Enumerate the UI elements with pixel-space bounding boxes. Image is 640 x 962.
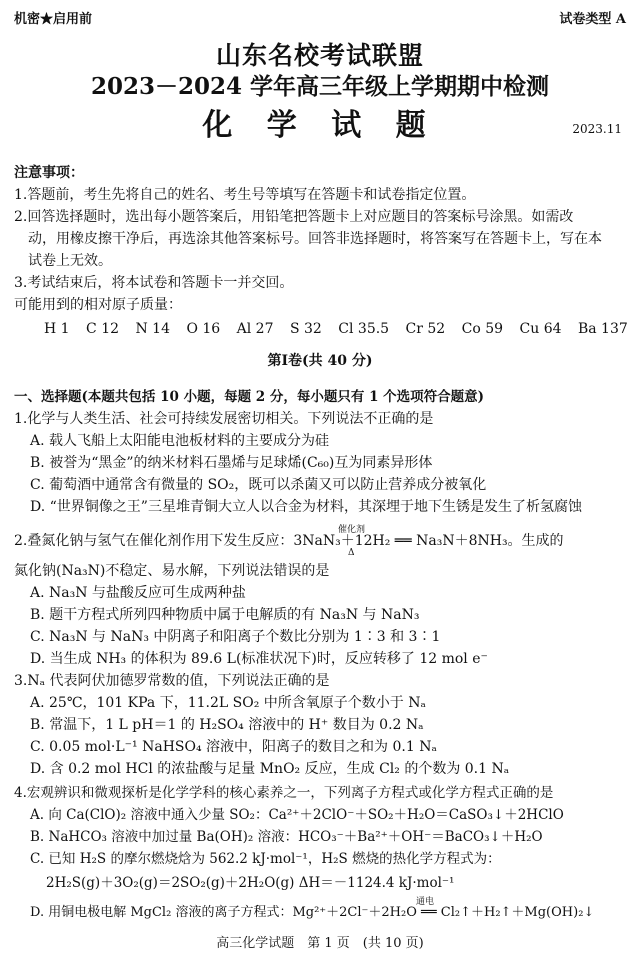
- question-option: C. Na₃N 与 NaN₃ 中阴离子和阳离子个数比分别为 1∶3 和 3∶1: [30, 629, 441, 645]
- question-option: C. 葡萄酒中通常含有微量的 SO₂，既可以杀菌又可以防止营养成分被氧化: [30, 477, 487, 493]
- question-option: B. 常温下，1 L pH＝1 的 H₂SO₄ 溶液中的 H⁺ 数目为 0.2 Nₐ: [30, 717, 424, 733]
- atomic-mass: Co 59: [461, 321, 504, 337]
- paper-type-label: 试卷类型 A: [559, 12, 626, 27]
- org-title: 山东名校考试联盟: [215, 41, 424, 70]
- atomic-mass-list: [44, 318, 640, 340]
- atomic-mass: Cu 64: [519, 321, 562, 337]
- question-stem: 2.叠氮化钠与氢气在催化剂作用下发生反应：3NaN₃＋12H₂ ══ Na₃N＋8NH₃。生成的: [14, 533, 564, 549]
- question-option: 2H₂S(g)＋3O₂(g)＝2SO₂(g)＋2H₂O(g) ΔH＝－1124.4 kJ·mol⁻¹: [46, 875, 455, 891]
- section-title: 第Ⅰ卷(共 40 分): [267, 353, 373, 369]
- question-option: C. 已知 H₂S 的摩尔燃烧焓为 562.2 kJ·mol⁻¹，H₂S 燃烧的热化学方程式为：: [30, 851, 501, 867]
- question-option: A. 向 Ca(ClO)₂ 溶液中通入少量 SO₂：Ca²⁺＋2ClO⁻＋SO₂＋H₂O＝CaSO₃↓＋2HClO: [30, 807, 564, 823]
- question-option: A. 载人飞船上太阳能电池板材料的主要成分为硅: [30, 433, 330, 449]
- note-item: 试卷上无效。: [28, 253, 112, 269]
- atomic-mass: O 16: [186, 321, 221, 337]
- question-stem: 氮化钠(Na₃N)不稳定、易水解，下列说法错误的是: [14, 563, 330, 579]
- atomic-mass: N 14: [135, 321, 170, 337]
- atomic-mass: Ba 137: [577, 321, 628, 337]
- question-stem: 1.化学与人类生活、社会可持续发展密切相关。下列说法不正确的是: [14, 411, 434, 427]
- exam-date: 2023.11: [572, 122, 622, 136]
- note-item: 2.回答选择题时，选出每小题答案后，用铅笔把答题卡上对应题目的答案标号涂黑。如需改: [14, 209, 574, 225]
- atomic-mass: Cr 52: [405, 321, 446, 337]
- reaction-condition: 催化剂: [338, 525, 366, 535]
- question-option: D. 含 0.2 mol HCl 的浓盐酸与足量 MnO₂ 反应，生成 Cl₂ 的个数为 0.1 Nₐ: [30, 761, 510, 777]
- atomic-mass: C 12: [86, 321, 120, 337]
- question-stem: 3.Nₐ 代表阿伏加德罗常数的值，下列说法正确的是: [14, 673, 330, 689]
- notes-title: 注意事项：: [14, 165, 84, 181]
- question-option: C. 0.05 mol·L⁻¹ NaHSO₄ 溶液中，阳离子的数目之和为 0.1 Nₐ: [30, 739, 437, 755]
- reaction-condition: 通电: [416, 897, 435, 907]
- question-option: A. 25℃，101 KPa 下，11.2L SO₂ 中所含氧原子个数小于 Nₐ: [30, 695, 426, 711]
- question-option: B. 题干方程式所列四种物质中属于电解质的有 Na₃N 与 NaN₃: [30, 607, 420, 623]
- note-item: 动，用橡皮擦干净后，再选涂其他答案标号。回答非选择题时，将答案写在答题卡上，写在本: [28, 231, 602, 247]
- atomic-mass: Cl 35.5: [338, 321, 390, 337]
- question-option: A. Na₃N 与盐酸反应可生成两种盐: [30, 585, 246, 601]
- question-option: B. 被誉为“黑金”的纳米材料石墨烯与足球烯(C₆₀)互为同素异形体: [30, 455, 433, 471]
- reaction-condition: Δ: [348, 548, 355, 558]
- note-item: 1.答题前，考生先将自己的姓名、考生号等填写在答题卡和试卷指定位置。: [14, 187, 476, 203]
- question-option: B. NaHCO₃ 溶液中加过量 Ba(OH)₂ 溶液：HCO₃⁻＋Ba²⁺＋OH⁻＝BaCO₃↓＋H₂O: [30, 829, 543, 845]
- note-item: 3.考试结束后，将本试卷和答题卡一并交回。: [14, 275, 294, 291]
- question-stem: 4.宏观辨识和微观探析是化学学科的核心素养之一，下列离子方程式或化学方程式正确的是: [14, 785, 554, 801]
- subject-title: 化 学 试 题: [202, 108, 438, 143]
- page-footer: 高三化学试题 第 1 页 (共 10 页): [216, 936, 424, 951]
- atomic-mass: S 32: [289, 321, 322, 337]
- question-option: D. 用铜电极电解 MgCl₂ 溶液的离子方程式：Mg²⁺＋2Cl⁻＋2H₂O ══ Cl₂↑＋H₂↑＋Mg(OH)₂↓: [30, 905, 595, 920]
- question-option: D. “世界铜像之王”三星堆青铜大立人以合金为材料，其深埋于地下生锈是发生了析氢腐蚀: [30, 499, 582, 515]
- atomic-mass-title: 可能用到的相对原子质量：: [14, 297, 182, 313]
- confidential-label: 机密★启用前: [14, 12, 93, 27]
- question-option: D. 当生成 NH₃ 的体积为 89.6 L(标准状况下)时，反应转移了 12 mol e⁻: [30, 651, 488, 667]
- part-heading: 一、选择题(本题共包括 10 小题，每题 2 分，每小题只有 1 个选项符合题意): [14, 389, 485, 405]
- atomic-mass: H 1: [44, 321, 70, 337]
- exam-title: 2023－2024 学年高三年级上学期期中检测: [90, 73, 550, 100]
- atomic-mass: Al 27: [236, 321, 274, 337]
